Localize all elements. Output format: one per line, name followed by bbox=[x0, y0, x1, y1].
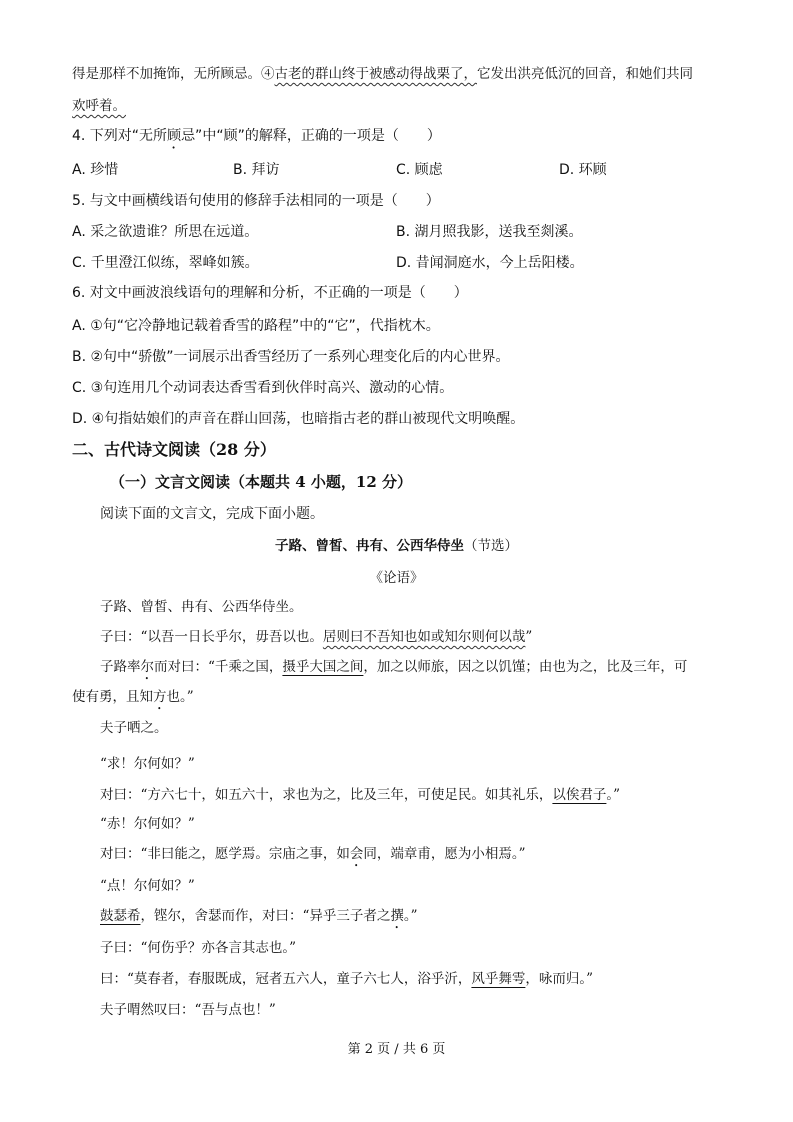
classical-text: 而对曰：“千乘之国， bbox=[154, 659, 283, 675]
classical-paragraph bbox=[100, 969, 593, 989]
question-4-stem bbox=[72, 126, 441, 152]
emphasized-char: 会 bbox=[349, 846, 364, 862]
classical-title-note: （节选） bbox=[464, 538, 518, 554]
q6-option-a: A. ①句“它冷静地记载着香雪的路程”中的“它”，代指枕木。 bbox=[72, 318, 440, 334]
classical-text: 。” bbox=[403, 908, 418, 924]
underlined-phrase: 风乎舞雩 bbox=[471, 971, 526, 987]
underlined-phrase: 鼓瑟希 bbox=[100, 908, 141, 924]
q4-option-b: B. 拜访 bbox=[233, 162, 280, 178]
classical-paragraph: 夫子喟然叹曰：“吾与点也！” bbox=[100, 1002, 276, 1018]
wavy-underlined-sentence: 古老的群山终于被感动得战栗了， bbox=[274, 66, 477, 82]
passage-line bbox=[72, 96, 126, 116]
classical-paragraph: “求！尔何如？” bbox=[100, 756, 195, 772]
classical-paragraph bbox=[100, 657, 687, 683]
page-footer: 第 2 页 / 共 6 页 bbox=[347, 1042, 446, 1057]
classical-source: 《论语》 bbox=[369, 570, 424, 586]
classical-text: 。” bbox=[606, 787, 621, 803]
classical-paragraph-cont bbox=[72, 687, 194, 713]
classical-paragraph: “点！尔何如？” bbox=[100, 878, 195, 894]
q5-option-d: D. 昔闻洞庭水，今上岳阳楼。 bbox=[396, 255, 584, 271]
classical-text: ” bbox=[525, 629, 533, 645]
q4-option-a: A. 珍惜 bbox=[72, 162, 119, 178]
stem-text: 忌”中“顾”的解释，正确的一项是（ ） bbox=[181, 128, 441, 144]
classical-title-text: 子路、曾皙、冉有、公西华侍坐 bbox=[275, 538, 464, 554]
classical-text: 同，端章甫，愿为小相焉。” bbox=[363, 846, 526, 862]
question-6-stem: 6. 对文中画波浪线语句的理解和分析，不正确的一项是（ ） bbox=[72, 285, 468, 301]
classical-text: ，加之以师旅，因之以饥馑；由也为之，比及三年，可 bbox=[363, 659, 688, 675]
subsection-title: （一）文言文阅读（本题共 4 小题，12 分） bbox=[110, 473, 412, 491]
q4-option-c: C. 顾虑 bbox=[396, 162, 443, 178]
classical-text: 对曰：“非曰能之，愿学焉。宗庙之事，如 bbox=[100, 846, 350, 862]
question-5-stem: 5. 与文中画横线语句使用的修辞手法相同的一项是（ ） bbox=[72, 193, 440, 209]
classical-text: 对曰：“方六七十，如五六十，求也为之，比及三年，可使足民。如其礼乐， bbox=[100, 787, 553, 803]
classical-paragraph: 夫子哂之。 bbox=[100, 720, 168, 736]
wavy-underlined-sentence: 居则曰不吾知也如或知尔则何以哉 bbox=[322, 629, 526, 645]
underlined-phrase: 以俟君子 bbox=[552, 787, 607, 803]
q6-option-b: B. ②句中“骄傲”一词展示出香雪经历了一系列心理变化后的内心世界。 bbox=[72, 349, 510, 365]
q5-option-b: B. 湖月照我影，送我至剡溪。 bbox=[396, 224, 583, 240]
passage-line bbox=[72, 64, 693, 84]
classical-paragraph bbox=[100, 906, 418, 932]
q6-option-d: D. ④句指姑娘们的声音在群山回荡，也暗指古老的群山被现代文明唤醒。 bbox=[72, 411, 525, 427]
classical-paragraph: 子曰：“何伤乎？亦各言其志也。” bbox=[100, 940, 297, 956]
classical-text: ，铿尔，舍瑟而作，对曰：“异乎三子者之 bbox=[140, 908, 391, 924]
q5-option-c: C. 千里澄江似练，翠峰如簇。 bbox=[72, 255, 259, 271]
classical-text: 也。” bbox=[166, 689, 194, 705]
classical-title bbox=[0, 534, 793, 554]
emphasized-char: 尔 bbox=[140, 659, 154, 675]
classical-paragraph bbox=[100, 785, 620, 805]
q4-option-d: D. 环顾 bbox=[559, 162, 607, 178]
stem-text: 4. 下列对“无所 bbox=[72, 128, 168, 144]
classical-paragraph bbox=[100, 627, 532, 647]
classical-text: ，咏而归。” bbox=[525, 971, 594, 987]
q6-option-c: C. ③句连用几个动词表达香雪看到伙伴时高兴、激动的心情。 bbox=[72, 380, 454, 396]
reading-instruction: 阅读下面的文言文，完成下面小题。 bbox=[100, 506, 324, 522]
classical-text: 使有勇，且知 bbox=[72, 689, 153, 705]
classical-text: 子曰：“以吾一日长乎尔，毋吾以也。 bbox=[100, 629, 323, 645]
emphasized-char: 顾 bbox=[167, 128, 182, 144]
classical-text: 子路率 bbox=[100, 659, 141, 675]
emphasized-char: 方 bbox=[153, 689, 167, 705]
section-title: 二、古代诗文阅读（28 分） bbox=[72, 440, 276, 459]
wavy-underlined-sentence: 欢呼着。 bbox=[72, 98, 126, 114]
classical-paragraph: 子路、曾皙、冉有、公西华侍坐。 bbox=[100, 599, 303, 615]
emphasized-char: 撰 bbox=[390, 908, 404, 924]
classical-text: 曰：“莫春者，春服既成，冠者五六人，童子六七人，浴乎沂， bbox=[100, 971, 472, 987]
passage-text: 它发出洪亮低沉的回音，和她们共同 bbox=[477, 66, 693, 82]
underlined-phrase: 摄乎大国之间 bbox=[282, 659, 364, 675]
classical-paragraph bbox=[100, 844, 526, 870]
q5-option-a: A. 采之欲遗谁？所思在远道。 bbox=[72, 224, 259, 240]
classical-paragraph: “赤！尔何如？” bbox=[100, 816, 195, 832]
passage-text: 得是那样不加掩饰，无所顾忌。④ bbox=[72, 66, 275, 82]
